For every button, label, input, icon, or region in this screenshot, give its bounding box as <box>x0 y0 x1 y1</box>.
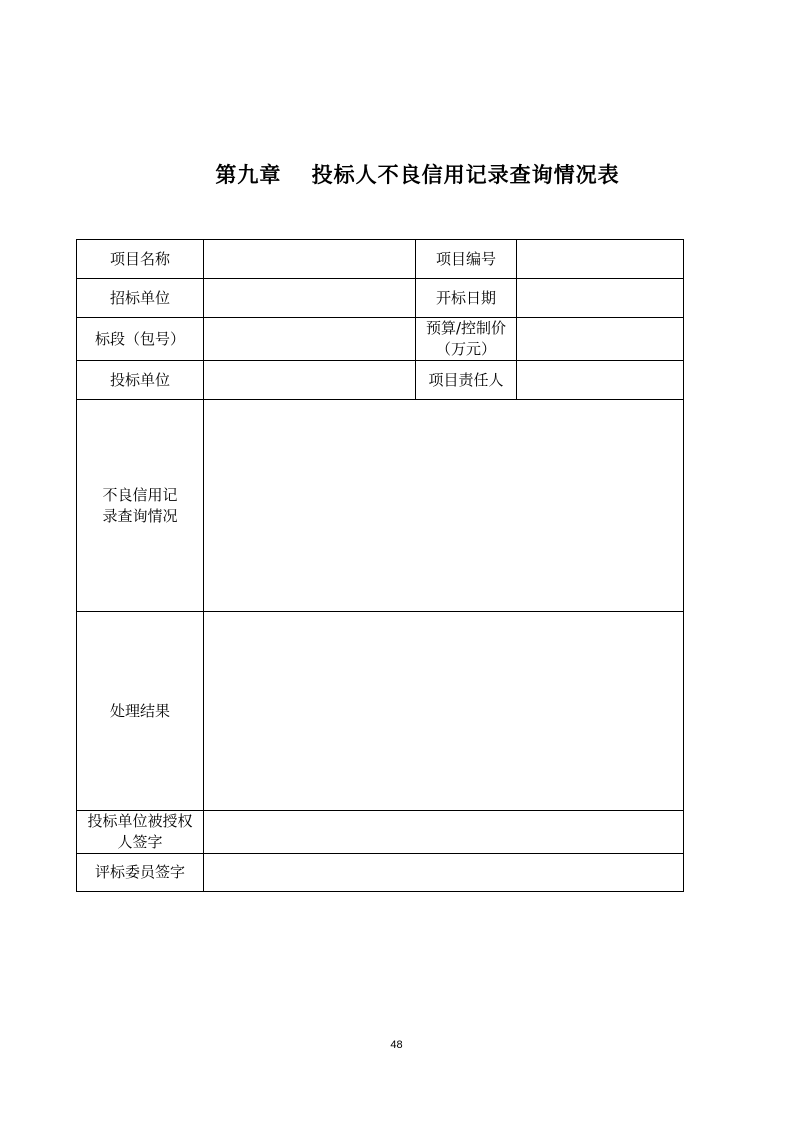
bidder-unit-field[interactable] <box>204 361 416 400</box>
bidder-signature-field[interactable] <box>204 811 684 854</box>
section-label: 标段（包号） <box>77 318 204 361</box>
handling-result-label: 处理结果 <box>77 612 204 811</box>
tenderer-unit-field[interactable] <box>204 279 416 318</box>
table-row <box>77 811 684 854</box>
budget-price-label-line2: （万元） <box>435 340 496 358</box>
bidder-signature-label <box>77 811 204 854</box>
project-manager-label: 项目责任人 <box>416 361 517 400</box>
table-row <box>77 240 684 279</box>
project-number-label: 项目编号 <box>416 240 517 279</box>
evaluator-signature-field[interactable] <box>204 854 684 892</box>
page-title: 第九章 投标人不良信用记录查询情况表 <box>215 163 620 187</box>
table-row <box>77 854 684 892</box>
project-name-field[interactable] <box>204 240 416 279</box>
bidder-signature-label-line2: 人签字 <box>117 833 163 851</box>
section-field[interactable] <box>204 318 416 361</box>
bad-credit-record-label-line1: 不良信用记 <box>102 485 178 504</box>
bid-opening-date-field[interactable] <box>517 279 684 318</box>
evaluator-signature-label: 评标委员签字 <box>77 854 204 892</box>
bad-credit-record-field[interactable] <box>204 400 684 612</box>
budget-price-label-line1: 预算/控制价 <box>425 319 507 337</box>
budget-price-field[interactable] <box>517 318 684 361</box>
bad-credit-record-label-line2: 录查询情况 <box>102 506 178 525</box>
project-name-label: 项目名称 <box>77 240 204 279</box>
bid-opening-date-label: 开标日期 <box>416 279 517 318</box>
bidder-signature-label-line1: 投标单位被授权 <box>87 812 193 830</box>
table-row <box>77 400 684 612</box>
bidder-unit-label: 投标单位 <box>77 361 204 400</box>
project-manager-field[interactable] <box>517 361 684 400</box>
credit-record-table <box>76 239 684 892</box>
table-row <box>77 612 684 811</box>
table-row <box>77 361 684 400</box>
page-number: 48 <box>390 1039 403 1051</box>
budget-price-label <box>416 318 517 361</box>
bad-credit-record-label <box>77 400 204 612</box>
project-number-field[interactable] <box>517 240 684 279</box>
table-row <box>77 279 684 318</box>
tenderer-unit-label: 招标单位 <box>77 279 204 318</box>
handling-result-field[interactable] <box>204 612 684 811</box>
table-row <box>77 318 684 361</box>
